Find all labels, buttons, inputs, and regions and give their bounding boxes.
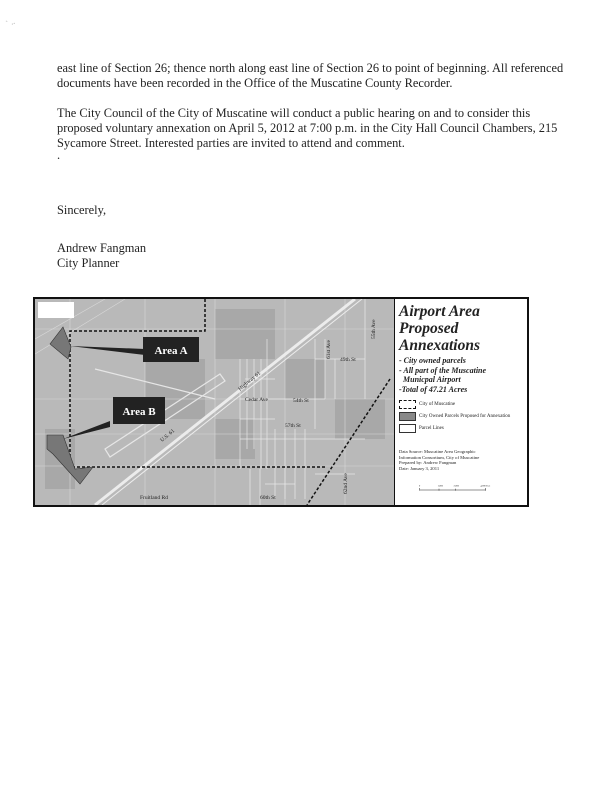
street-label: Fruitland Rd bbox=[140, 495, 168, 501]
street-label: 49th St bbox=[340, 357, 356, 363]
scale-label: 2,000 bbox=[453, 484, 459, 488]
source-line: Information Consortium, City of Muscatine bbox=[399, 454, 480, 460]
area-b-label: Area B bbox=[122, 406, 156, 418]
source-line: Prepared by: Andrew Fangman bbox=[399, 460, 457, 465]
signer-title: City Planner bbox=[57, 256, 120, 270]
street-label: U.S. 61 bbox=[159, 428, 177, 444]
signer-name: Andrew Fangman bbox=[57, 241, 147, 255]
source-line: Data Source: Muscatine Area Geographic bbox=[399, 449, 476, 454]
street-label: Cedar Ave bbox=[245, 397, 268, 403]
text-line: The City Council of the City of Muscatine will conduct a public hearing on and to consider this bbox=[57, 106, 531, 120]
gray-swatch-icon bbox=[399, 412, 416, 421]
legend-label: City of Muscatine bbox=[419, 402, 456, 407]
annexation-map bbox=[33, 297, 398, 507]
street-label: 55th Ave bbox=[371, 319, 377, 339]
bullet: - City owned parcels bbox=[399, 356, 466, 365]
legend-item-parcels bbox=[399, 412, 527, 421]
paragraph-hearing bbox=[57, 106, 597, 151]
stray-dot: . bbox=[57, 148, 61, 162]
text-line: Sycamore Street. Interested parties are invited to attend and comment. bbox=[57, 136, 405, 150]
dashed-swatch-icon bbox=[399, 400, 416, 409]
legend-item-city bbox=[399, 400, 527, 409]
legend-item-parcel-lines bbox=[399, 424, 527, 433]
title-line: Airport Area bbox=[399, 303, 480, 320]
legend-label: Parcel Lines bbox=[419, 426, 444, 431]
scale-label: 0 bbox=[419, 484, 421, 488]
scale-label: 1,000 bbox=[437, 484, 443, 488]
bullet: - All part of the Muscatine bbox=[399, 365, 487, 375]
street-label: 57th St bbox=[285, 423, 301, 429]
map-legend bbox=[394, 297, 529, 507]
bullet: Municpal Airport bbox=[403, 375, 461, 384]
text-line: documents have been recorded in the Office of the Muscatine County Recorder. bbox=[57, 76, 453, 90]
title-line: Proposed Annexations bbox=[399, 320, 480, 354]
street-label: Highway 61 bbox=[237, 370, 263, 393]
scale-label: 4,000 Feet bbox=[480, 484, 491, 488]
scan-mark: ` .. bbox=[4, 16, 16, 29]
text-line: east line of Section 26; thence north along east line of Section 26 to point of beginning. All referenced bbox=[57, 61, 564, 75]
street-label: 54th St bbox=[293, 398, 309, 404]
legend-bullets bbox=[399, 356, 527, 394]
legend-label: City Owned Parcels Proposed for Annexation bbox=[419, 414, 511, 419]
scale-bar bbox=[399, 484, 519, 492]
legend-title bbox=[399, 303, 527, 354]
paragraph-boundary bbox=[57, 61, 597, 91]
source-line: Date: January 3, 2011 bbox=[399, 465, 440, 471]
inset-box bbox=[38, 302, 74, 318]
closing: Sincerely, bbox=[57, 203, 107, 217]
area-a-label: Area A bbox=[154, 345, 188, 357]
data-source bbox=[399, 449, 479, 471]
outline-swatch-icon bbox=[399, 424, 416, 433]
text-line: proposed voluntary annexation on April 5, 2012 at 7:00 p.m. in the City Hall Council Chambers, 215 bbox=[57, 121, 558, 135]
street-label: 60th St bbox=[260, 495, 276, 501]
bullet: -Total of 47.21 Acres bbox=[399, 384, 468, 394]
street-label: 62nd Ave bbox=[343, 473, 349, 494]
street-label: 61st Ave bbox=[326, 340, 332, 359]
